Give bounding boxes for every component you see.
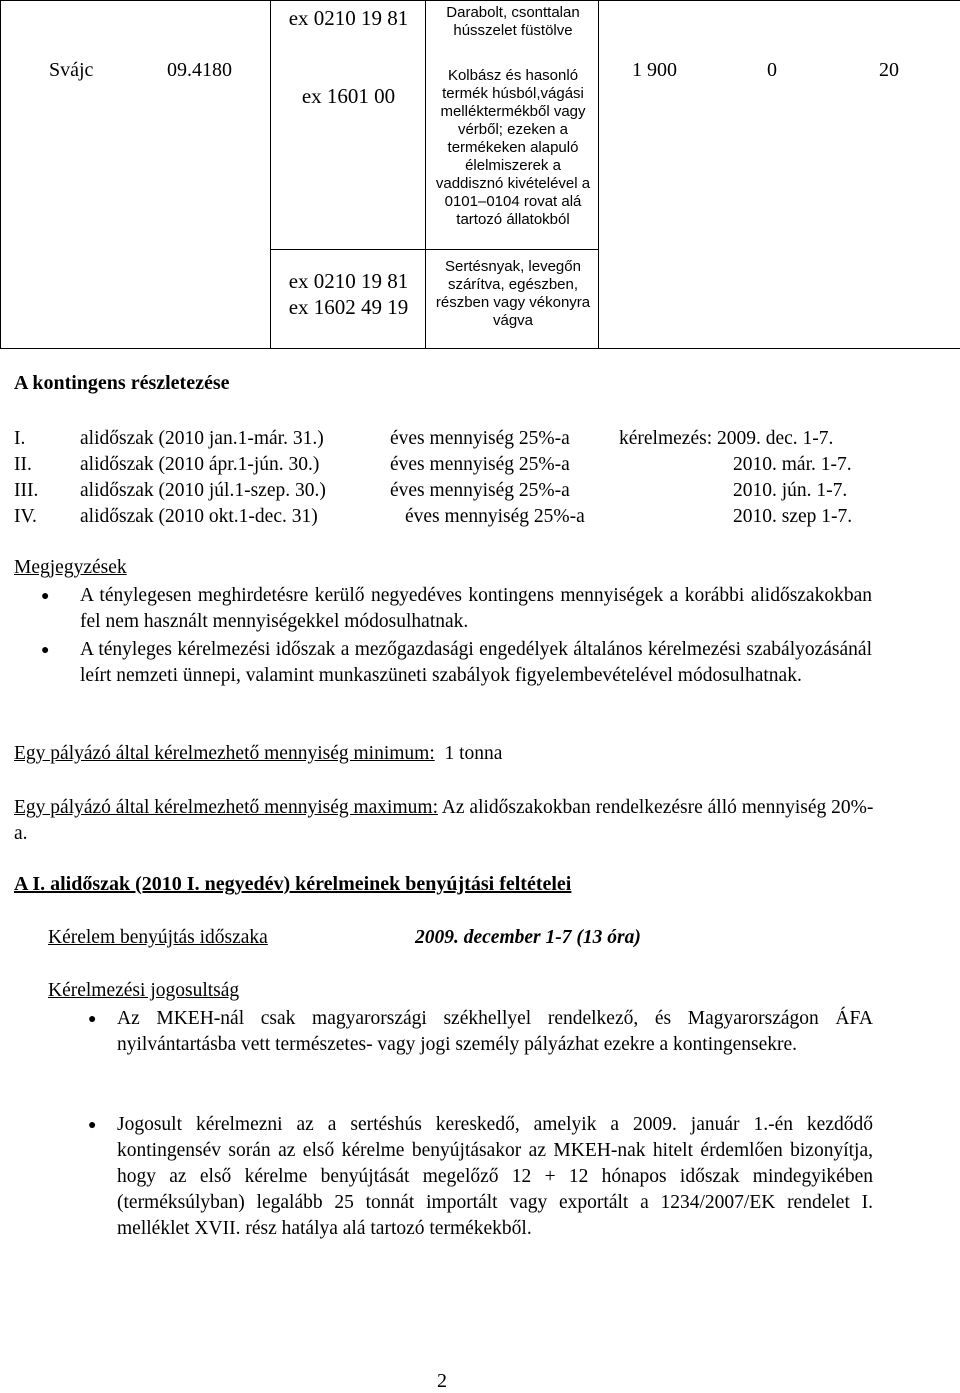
duty-rate: 0 [767, 59, 777, 81]
subperiod-number: III. [14, 480, 39, 501]
country-cell: Svájc [49, 59, 94, 81]
description-text: Sertésnyak, levegőn szárítva, egészben, részben vagy vékonyra vágva [435, 258, 591, 329]
bullet-icon: ● [41, 643, 50, 658]
bullet-icon: ● [88, 1012, 97, 1027]
country-order-cell [1, 1, 271, 250]
bullet-icon: ● [41, 589, 50, 604]
code-line: ex 1602 49 19 [288, 295, 409, 319]
subperiod-application: 2010. szep 1-7. [733, 506, 853, 527]
annual-quantity: 1 900 [632, 59, 677, 81]
subperiod-application: 2010. jún. 1-7. [733, 480, 848, 501]
description-bottom-cell [426, 250, 599, 349]
note-item: A tényleges kérelmezési időszak a mezőgazdasági engedélyek általános kérelmezési szabályozásánál leírt nemzeti ünnepi, valamint munkaszüneti szabályok figyelembevételével módosulhatnak. [80, 639, 872, 686]
subperiod-application: kérelmezés: 2009. dec. 1-7. [619, 428, 834, 449]
maximum-value: Az alidőszakokban rendelkezésre álló mennyiség 20%-a. [14, 797, 874, 844]
minimum-value: 1 tonna [444, 743, 503, 764]
empty-cell [599, 250, 960, 349]
code-line: ex 1601 00 [301, 84, 396, 108]
subperiod-period: alidőszak (2010 ápr.1-jún. 30.) [80, 454, 320, 475]
maximum-label: Egy pályázó által kérelmezhető mennyiség maximum: [14, 797, 438, 818]
quantity-cell [599, 1, 960, 250]
subperiod-period: alidőszak (2010 jan.1-már. 31.) [80, 428, 324, 449]
details-heading: A kontingens részletezése [14, 372, 230, 394]
description-text: Darabolt, csonttalan hússzelet füstölve [446, 4, 580, 39]
subperiod-number: II. [14, 454, 32, 475]
maximum-line [14, 795, 874, 847]
section-heading: A I. alidőszak (2010 I. negyedév) kérelmeinek benyújtási feltételei [14, 873, 572, 895]
codes-top-cell [271, 1, 426, 250]
minimum-label: Egy pályázó által kérelmezhető mennyiség minimum: [14, 743, 435, 764]
notes-heading: Megjegyzések [14, 557, 127, 578]
subperiod-number: IV. [14, 506, 37, 527]
code-line: ex 0210 19 81 [288, 6, 409, 30]
minimum-line [14, 743, 502, 765]
subperiod-number: I. [14, 428, 26, 449]
subperiod-application: 2010. már. 1-7. [733, 454, 852, 475]
eligibility-item: Jogosult kérelmezni az a sertéshús kereskedő, amelyik a 2009. január 1.-én kezdődő kontingensév során az első kérelme benyújtásakor az MKEH-nak hitelt érdemlően bizonyítja, hogy az első kérelme benyújtását megelőző 12 + 12 hónapos időszak mindegyikében (terméksúlyban) legalább 25 tonnát importált vagy exportált a 1234/2007/EK rendelet I. melléklet XVII. rész hatálya alá tartozó termékekből. [117, 1114, 873, 1239]
licence-rate: 20 [879, 59, 899, 81]
subperiod-share: éves mennyiség 25%-a [405, 506, 585, 527]
description-text: Kolbász és hasonló termék húsból,vágási melléktermékből vagy vérből; ezeken a termékeken alapuló élelmiszerek a vaddisznó kivételével a 0101–0104 rovat alá tartozó állatokból [435, 67, 591, 228]
code-line: ex 0210 19 81 [288, 269, 409, 293]
submission-label: Kérelem benyújtás időszaka [48, 927, 268, 948]
subperiod-share: éves mennyiség 25%-a [390, 480, 570, 501]
submission-value: 2009. december 1-7 (13 óra) [415, 927, 641, 948]
subperiod-period: alidőszak (2010 okt.1-dec. 31) [80, 506, 318, 527]
description-top-cell [426, 1, 599, 250]
note-item: A ténylegesen meghirdetésre kerülő negyedéves kontingens mennyiségek a korábbi alidőszakokban fel nem használt mennyiségekkel módosulhatnak. [80, 585, 872, 632]
quota-table [0, 0, 960, 349]
subperiod-share: éves mennyiség 25%-a [390, 454, 570, 475]
empty-cell [1, 250, 271, 349]
bullet-icon: ● [88, 1118, 97, 1133]
order-number-cell: 09.4180 [167, 59, 232, 81]
eligibility-heading: Kérelmezési jogosultság [48, 980, 240, 1001]
eligibility-item: Az MKEH-nál csak magyarországi székhellyel rendelkező, és Magyarországon ÁFA nyilvántartásba vett természetes- vagy jogi személy pályázhat ezekre a kontingensekre. [117, 1008, 873, 1055]
codes-bottom-cell [271, 250, 426, 349]
page-number: 2 [437, 1370, 447, 1392]
subperiod-share: éves mennyiség 25%-a [390, 428, 570, 449]
subperiod-period: alidőszak (2010 júl.1-szep. 30.) [80, 480, 326, 501]
